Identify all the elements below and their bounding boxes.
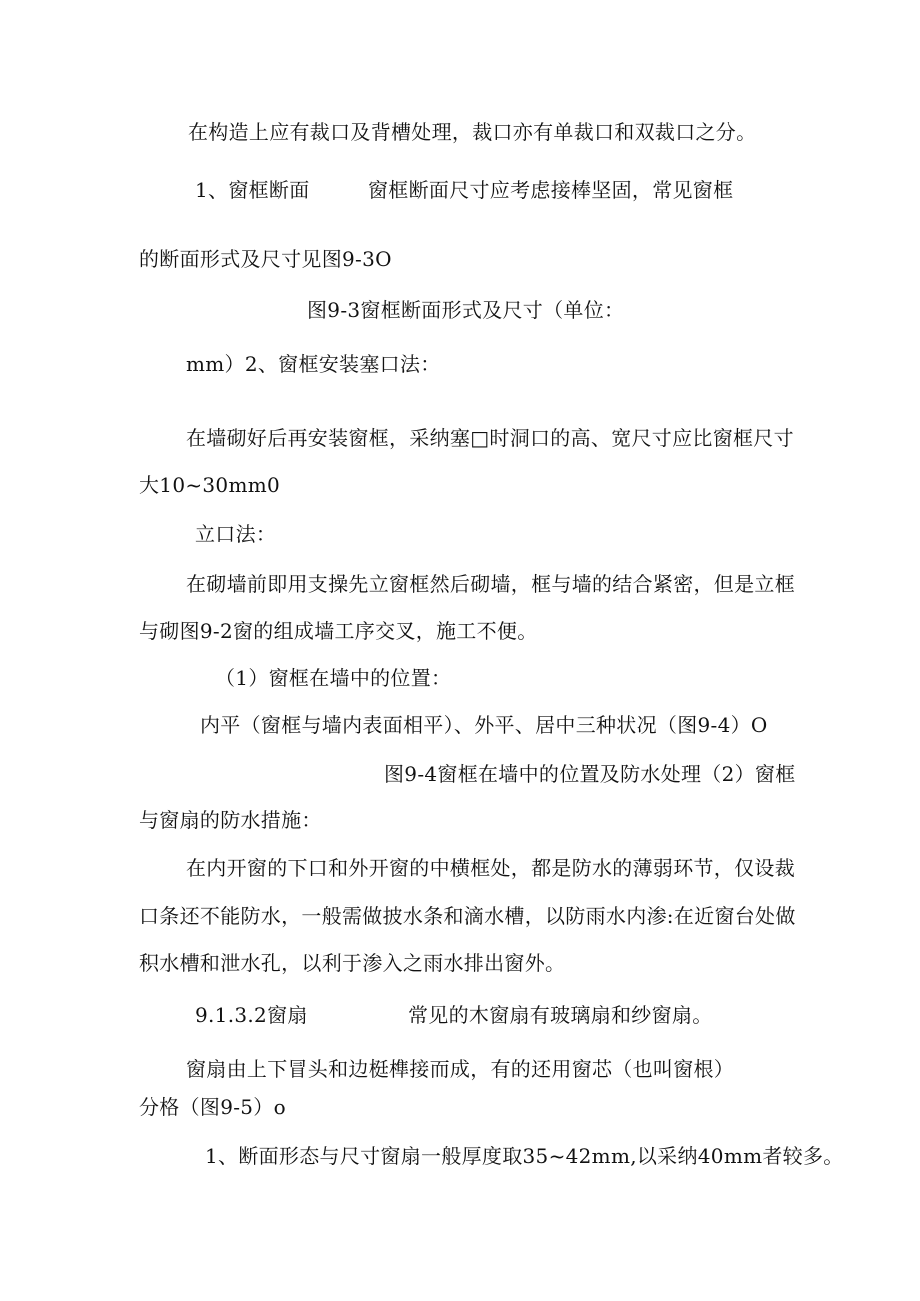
- text-line: 窗扇由上下冒头和边梃榫接而成，有的还用窗芯（也叫窗根）: [186, 1057, 735, 1081]
- text-line: 在构造上应有裁口及背槽处理，裁口亦有单裁口和双裁口之分。: [188, 120, 757, 144]
- text-line: 常见的木窗扇有玻璃扇和纱窗扇。: [408, 1003, 713, 1027]
- text-line: 在内开窗的下口和外开窗的中横框处，都是防水的薄弱环节，仅设裁: [186, 856, 795, 880]
- text-line: 积水槽和泄水孔，以利于渗入之雨水排出窗外。: [139, 951, 566, 975]
- section-heading: （1）窗框在墙中的位置：: [215, 666, 452, 690]
- text-line: 大10~30mm0: [139, 473, 281, 497]
- section-heading: 9.1.3.2窗扇: [195, 1003, 308, 1027]
- text-line: 与砌图9-2窗的组成墙工序交叉，施工不便。: [139, 619, 538, 643]
- text-line: 1、断面形态与尺寸窗扇一般厚度取35~42mm,以采纳40mm者较多。: [205, 1144, 844, 1168]
- section-heading: 1、窗框断面: [195, 178, 310, 202]
- text-line: 的断面形式及尺寸见图9-3O: [139, 247, 392, 271]
- text-line: 分格（图9-5）o: [139, 1095, 286, 1119]
- section-heading: 立口法：: [195, 522, 277, 546]
- section-heading: mm）2、窗框安装塞口法：: [186, 352, 441, 376]
- text-line: 在墙砌好后再安装窗框，采纳塞□时洞口的高、宽尺寸应比窗框尺寸: [186, 426, 794, 450]
- text-line: 口条还不能防水，一般需做披水条和滴水槽，以防雨水内渗:在近窗台处做: [139, 904, 796, 928]
- figure-caption: 图9-3窗框断面形式及尺寸（单位：: [307, 298, 625, 322]
- text-line: 内平（窗框与墙内表面相平）、外平、居中三种状况（图9-4）O: [200, 713, 768, 737]
- figure-caption: 图9-4窗框在墙中的位置及防水处理（2）窗框: [384, 762, 796, 786]
- text-line: 窗框断面尺寸应考虑接棒坚固，常见窗框: [368, 178, 734, 202]
- text-line: 与窗扇的防水措施：: [139, 808, 322, 832]
- text-line: 在砌墙前即用支操先立窗框然后砌墙，框与墙的结合紧密，但是立框: [186, 572, 795, 596]
